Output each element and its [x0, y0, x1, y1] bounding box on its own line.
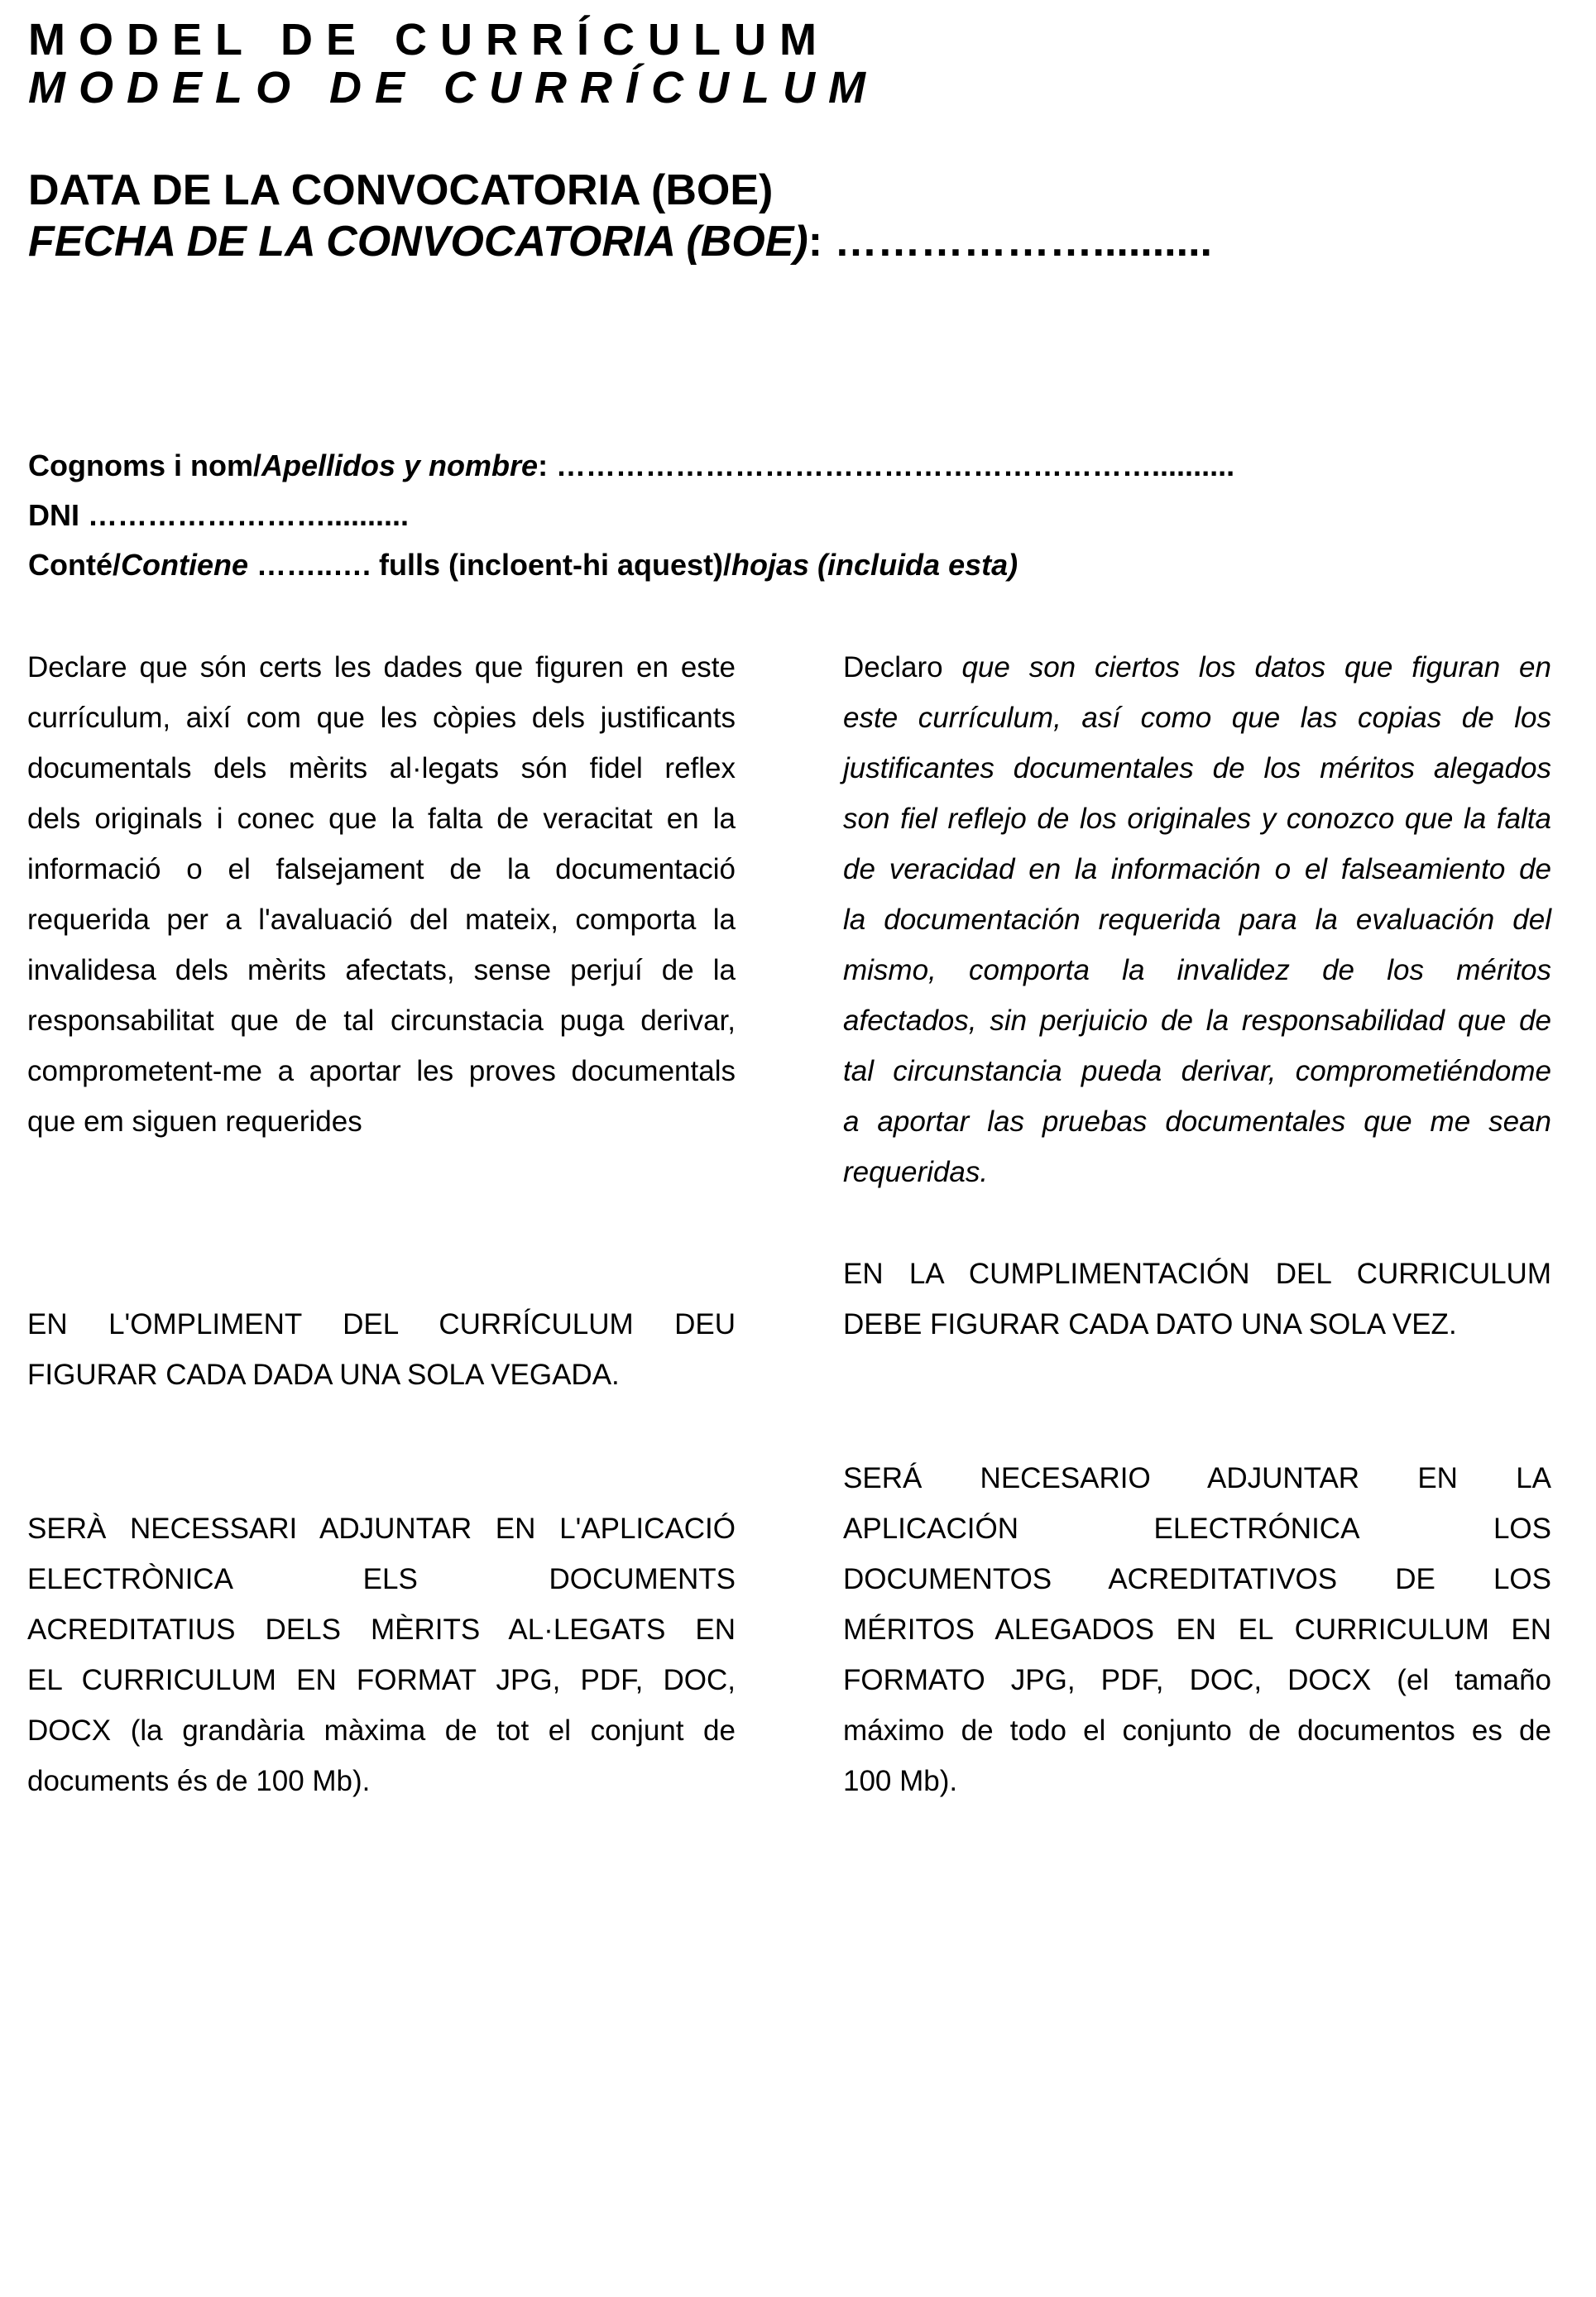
sheet-count-blank: ……..…. fulls (incloent-hi aquest)/ [248, 548, 732, 582]
text-line: FORMATO JPG, PDF, DOC, DOCX (el tamaño [843, 1664, 1551, 1696]
notice-attach-catalan [27, 1503, 736, 1806]
text-line: justificantes documentales de los méritos alegados [843, 752, 1551, 784]
text-line: 100 Mb). [843, 1765, 958, 1797]
title-spanish: MODELO DE CURRÍCULUM [28, 63, 879, 113]
name-field [28, 448, 1234, 484]
sheet-count-label-catalan: Conté/ [28, 548, 121, 582]
notice-once-spanish [843, 1249, 1551, 1350]
text-line: máximo de todo el conjunto de documentos es de [843, 1714, 1551, 1747]
convocation-date-line-spanish [28, 217, 1212, 266]
text-line: DOCX (la grandària màxima de tot el conjunt de [27, 1714, 736, 1747]
name-blank: : …………………………………………………….......... [538, 448, 1235, 482]
declaration-first-rest: que son ciertos los datos que figuran en [942, 651, 1551, 683]
convocation-date-label-catalan: DATA DE LA CONVOCATORIA (BOE) [28, 166, 774, 214]
text-line: comprometent-me a aportar les proves documentals [27, 1055, 736, 1087]
dni-blank: …………………….......... [88, 498, 410, 532]
text-line: tal circunstancia pueda derivar, comprometiéndome [843, 1055, 1551, 1087]
convocation-date-label-spanish: FECHA DE LA CONVOCATORIA (BOE) [28, 218, 808, 266]
text-line: currículum, així com que les còpies dels justificants [27, 702, 736, 734]
text-line: invalidesa dels mèrits afectats, sense perjuí de la [27, 954, 736, 986]
notice-once-catalan [27, 1299, 736, 1400]
text-line: requerida per a l'avaluació del mateix, comporta la [27, 904, 736, 936]
text-line [843, 642, 1551, 693]
text-line: ELECTRÒNICA ELS DOCUMENTS [27, 1563, 736, 1595]
text-line: EN LA CUMPLIMENTACIÓN DEL CURRICULUM [843, 1258, 1551, 1290]
name-label-spanish: Apellidos y nombre [261, 448, 539, 482]
text-line: ACREDITATIUS DELS MÈRITS AL·LEGATS EN [27, 1614, 736, 1646]
text-line: SERÁ NECESARIO ADJUNTAR EN LA [843, 1462, 1551, 1494]
title-catalan: MODEL DE CURRÍCULUM [28, 15, 830, 65]
declaration-first-word: Declaro [843, 651, 943, 683]
text-line: mismo, comporta la invalidez de los méritos [843, 954, 1551, 986]
text-line: DOCUMENTOS ACREDITATIVOS DE LOS [843, 1563, 1551, 1595]
text-line: Declare que són certs les dades que figuren en este [27, 651, 736, 683]
text-line: requeridas. [843, 1156, 989, 1188]
text-line: SERÀ NECESSARI ADJUNTAR EN L'APLICACIÓ [27, 1513, 736, 1545]
text-line: este currículum, así como que las copias de los [843, 702, 1551, 734]
text-line: responsabilitat que de tal circunstacia puga derivar, [27, 1005, 736, 1037]
text-line: de veracidad en la información o el falseamiento de [843, 853, 1551, 885]
text-line: APLICACIÓN ELECTRÓNICA LOS [843, 1513, 1551, 1545]
text-line: dels originals i conec que la falta de veracitat en la [27, 803, 736, 835]
text-line: informació o el falsejament de la documentació [27, 853, 736, 885]
text-line: documents és de 100 Mb). [27, 1765, 371, 1797]
notice-attach-spanish [843, 1453, 1551, 1806]
text-line: afectados, sin perjuicio de la responsabilidad que de [843, 1005, 1551, 1037]
sheet-count-field [28, 547, 1018, 583]
dni-field [28, 497, 409, 534]
text-line: documentals dels mèrits al·legats són fidel reflex [27, 752, 736, 784]
convocation-date-blank: : ……………….......... [808, 218, 1212, 266]
text-line: EN L'OMPLIMENT DEL CURRÍCULUM DEU [27, 1308, 736, 1340]
text-line: FIGURAR CADA DADA UNA SOLA VEGADA. [27, 1359, 620, 1391]
declaration-spanish [843, 642, 1551, 1197]
text-line: que em siguen requerides [27, 1105, 362, 1138]
text-line: MÉRITOS ALEGADOS EN EL CURRICULUM EN [843, 1614, 1551, 1646]
text-line: DEBE FIGURAR CADA DATO UNA SOLA VEZ. [843, 1308, 1457, 1340]
text-line: son fiel reflejo de los originales y conozco que la falta [843, 803, 1551, 835]
declaration-catalan [27, 642, 736, 1147]
text-line: EL CURRICULUM EN FORMAT JPG, PDF, DOC, [27, 1664, 736, 1696]
text-line: la documentación requerida para la evaluación del [843, 904, 1551, 936]
sheet-count-label-spanish: Contiene [121, 548, 249, 582]
name-label-catalan: Cognoms i nom/ [28, 448, 261, 482]
dni-label: DNI [28, 498, 88, 532]
sheet-count-suffix-spanish: hojas (incluida esta) [731, 548, 1018, 582]
text-line: a aportar las pruebas documentales que me sean [843, 1105, 1551, 1138]
